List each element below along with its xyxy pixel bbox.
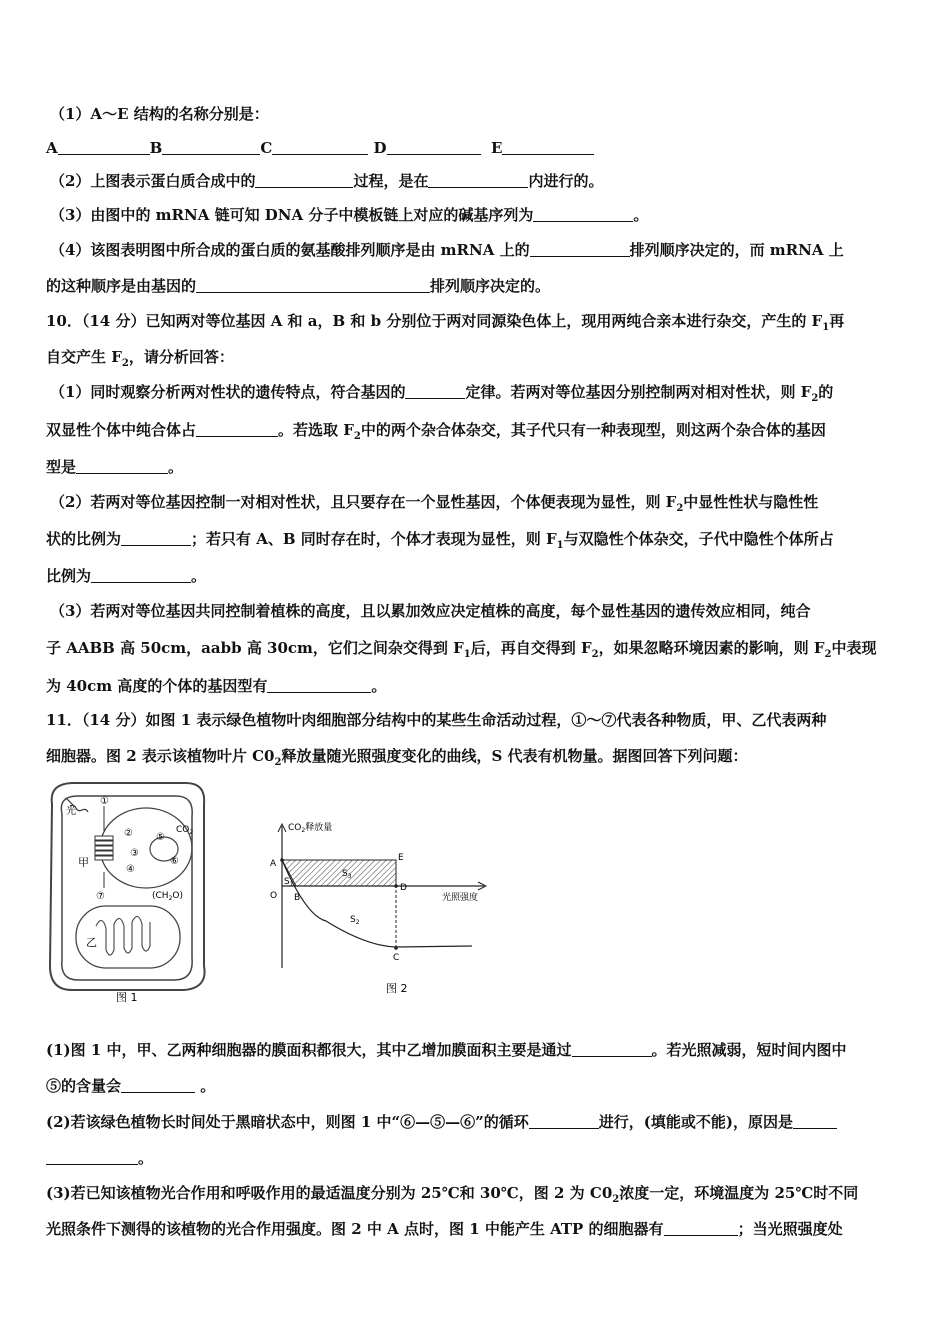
q10-part1: （1）同时观察分析两对性状的遗传特点，符合基因的 定律。若两对等位基因分别控制两对相对性状，则 $F_2$的 — [50, 383, 834, 404]
answer-blank[interactable] — [267, 677, 371, 693]
label-s2: $S_2$ — [350, 915, 360, 926]
q11-stem: 11．（14 分）如图 1 表示绿色植物叶肉细胞部分结构中的某些生命活动过程，①～⑦代表各种物质，甲、乙代表两种 — [46, 711, 827, 729]
answer-blank[interactable] — [121, 1077, 195, 1093]
label-6: ⑥ — [170, 856, 179, 867]
answer-blank[interactable] — [502, 139, 594, 155]
answer-blank[interactable] — [272, 139, 368, 155]
q10-part3-cont: 子 AABB 高 50cm，aabb 高 30cm，它们之间杂交得到 $F_1$后，再自交得到 $F_2$，如果忽略环境因素的影响，则 $F_2$中表现 — [46, 639, 877, 660]
q11-part2: (2)若该绿色植物长时间处于黑暗状态中，则图 1 中“⑥—⑤—⑥”的循环 进行，(填能或不能)，原因是 — [46, 1112, 910, 1132]
q9-part1: （1）A～E 结构的名称分别是： — [50, 105, 269, 123]
point-a — [280, 858, 284, 862]
label-7: ⑦ — [96, 891, 105, 902]
answer-blank[interactable] — [76, 458, 168, 474]
answer-blank[interactable] — [162, 139, 260, 155]
label-2: ② — [124, 828, 133, 839]
q10-part2-cont: 状的比例为 ；若只有 A、B 同时存在时，个体才表现为显性，则 $F_1$与双隐性个体杂交，子代中隐性个体所占 — [46, 530, 834, 551]
label-o: O — [270, 891, 278, 901]
q11-stem-cont: 细胞器。图 2 表示该植物叶片 $C0_2$释放量随光照强度变化的曲线，S 代表有机物量。据图回答下列问题： — [46, 747, 748, 768]
q10-part3: （3）若两对等位基因共同控制着植株的高度，且以累加效应决定植株的高度，每个显性基因的遗传效应相同，纯合 — [50, 602, 811, 620]
answer-blank[interactable] — [428, 172, 528, 188]
answer-blank[interactable] — [58, 139, 150, 155]
label-5: ⑤ — [156, 832, 165, 843]
answer-blank[interactable] — [121, 530, 191, 546]
answer-blank[interactable] — [196, 277, 430, 293]
point-c — [394, 946, 398, 950]
co2-label: $CO_2$ — [176, 825, 194, 836]
label-d: D — [400, 883, 407, 893]
ch2o-label: $(CH_2O)$ — [152, 891, 184, 902]
light-label: 光 — [66, 806, 76, 817]
q10-part2: （2）若两对等位基因控制一对相对性状，且只要存在一个显性基因，个体便表现为显性，则 $F_2$中显性性状与隐性性 — [50, 493, 819, 514]
q9-part4-cont: 的这种顺序是由基因的 排列顺序决定的。 — [46, 277, 551, 295]
point-d — [394, 884, 398, 888]
answer-blank[interactable] — [530, 241, 630, 257]
answer-blank[interactable] — [529, 1113, 599, 1129]
answer-blank[interactable] — [405, 383, 465, 399]
label-3: ③ — [130, 848, 139, 859]
figure-1-caption: 图 1 — [116, 991, 138, 1004]
label-4: ④ — [126, 864, 135, 875]
q10-part2-cont2: 比例为 。 — [46, 567, 207, 585]
figure-1-cell-diagram — [44, 776, 214, 1008]
q10-part3-cont2: 为 40cm 高度的个体的基因型有 。 — [46, 677, 387, 695]
answer-blank[interactable] — [664, 1220, 738, 1236]
label-s1: $S_1$ — [284, 877, 294, 888]
label-1: ① — [100, 796, 109, 807]
q11-part1: (1)图 1 中，甲、乙两种细胞器的膜面积都很大，其中乙增加膜面积主要是通过 。若光照减弱，短时间内图中 — [46, 1041, 847, 1059]
answer-blank[interactable] — [793, 1113, 837, 1129]
answer-blank[interactable] — [91, 567, 191, 583]
answer-blank[interactable] — [46, 1149, 138, 1165]
label-b: B — [294, 893, 301, 903]
q11-part1-cont: ⑤的含量会 。 — [46, 1077, 216, 1095]
answer-blank[interactable] — [572, 1041, 652, 1057]
q9-part3: （3）由图中的 mRNA 链可知 DNA 分子中模板链上对应的碱基序列为 。 — [50, 206, 649, 224]
label-c: C — [393, 953, 400, 963]
label-e: E — [398, 853, 404, 863]
grana-stack — [95, 836, 113, 860]
cristae — [96, 916, 150, 955]
answer-blank[interactable] — [196, 421, 278, 437]
figure-2-co2-curve — [266, 816, 496, 1002]
q11-part2-cont: 。 — [46, 1148, 910, 1168]
answer-blank[interactable] — [533, 206, 633, 222]
q10-part1-cont: 双显性个体中纯合体占 。若选取 $F_2$中的两个杂合体杂交，其子代只有一种表现型，则这两个杂合体的基因 — [46, 421, 826, 442]
area-s3 — [282, 860, 396, 886]
figure-2-caption: 图 2 — [386, 982, 408, 995]
label-a: A — [270, 859, 277, 869]
x-axis-label: 光照强度 — [442, 893, 479, 903]
q9-part4: （4）该图表明图中所合成的蛋白质的氨基酸排列顺序是由 mRNA 上的 排列顺序决定的，而 mRNA 上 — [50, 241, 844, 259]
q9-structure-blanks: A B C D E — [46, 138, 910, 158]
q10-stem: 10．（14 分）已知两对等位基因 A 和 a，B 和 b 分别位于两对同源染色体上，现用两纯合亲本进行杂交，产生的 $F_1$再 — [46, 312, 845, 333]
answer-blank[interactable] — [387, 139, 481, 155]
label-jia: 甲 — [78, 856, 89, 869]
q10-stem-cont: 自交产生 $F_2$，请分析回答： — [46, 348, 234, 369]
label-s3: $S_3$ — [342, 869, 352, 880]
y-axis-label: $CO_2$释放量 — [288, 823, 333, 834]
q11-part3-cont: 光照条件下测得的该植物的光合作用强度。图 2 中 A 点时，图 1 中能产生 ATP 的细胞器有 ；当光照强度处 — [46, 1220, 843, 1238]
answer-blank[interactable] — [255, 172, 353, 188]
label-yi: 乙 — [86, 936, 97, 949]
q9-part2: （2）上图表示蛋白质合成中的 过程，是在 内进行的。 — [50, 172, 604, 190]
q10-part1-cont2: 型是 。 — [46, 458, 184, 476]
q11-part3: (3)若已知该植物光合作用和呼吸作用的最适温度分别为 25℃和 30℃，图 2 为 $C0_2$浓度一定，环境温度为 25℃时不同 — [46, 1184, 859, 1205]
